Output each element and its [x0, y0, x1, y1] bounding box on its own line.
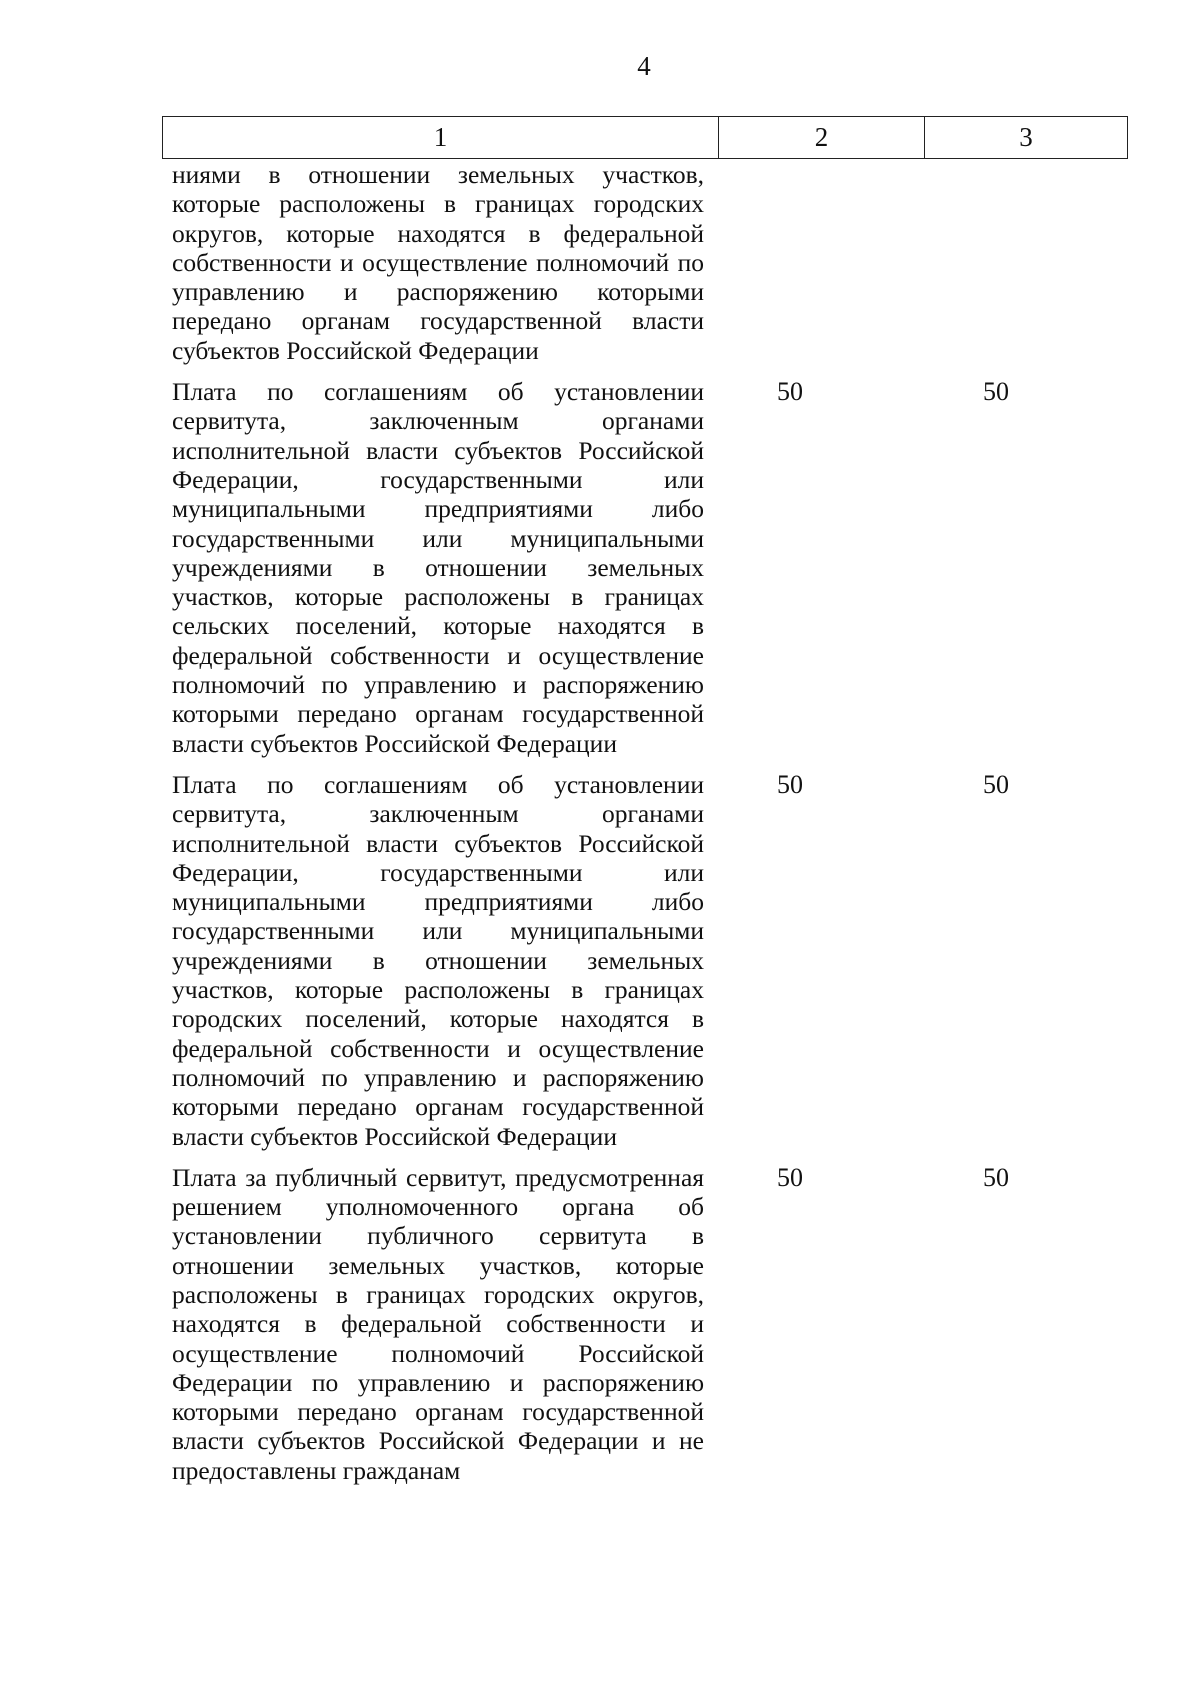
table-body	[172, 160, 1128, 1497]
value-text: 50	[983, 1162, 1009, 1192]
value-text: 50	[983, 769, 1009, 799]
row-description: Плата по соглашениям об установлении сервитута, заключенным органами исполнительной власти субъектов Российской Федерации, государственными или муниципальными предприятиями либо государственными или муниципальными учреждениями в отношении земельных участков, которые расположены в границах городских поселений, которые находятся в федеральной собственности и осуществление полномочий по управлению и распоряжению которыми передано органам государственной власти субъектов Российской Федерации	[172, 769, 704, 1151]
row-description: Плата по соглашениям об установлении сервитута, заключенным органами исполнительной власти субъектов Российской Федерации, государственными или муниципальными предприятиями либо государственными или муниципальными учреждениями в отношении земельных участков, которые расположены в границах сельских поселений, которые находятся в федеральной собственности и осуществление полномочий по управлению и распоряжению которыми передано органам государственной власти субъектов Российской Федерации	[172, 377, 704, 758]
row-description: Плата за публичный сервитут, предусмотренная решением уполномоченного органа об установлении публичного сервитута в отношении земельных участков, которые расположены в границах городских округов, находятся в федеральной собственности и осуществление полномочий Российской Федерации по управлению и распоряжению которыми передано органам государственной власти субъектов Российской Федерации и не предоставлены гражданам	[172, 1162, 704, 1485]
page-number: 4	[637, 51, 651, 81]
value-text: 50	[983, 377, 1009, 407]
table-header-col-2: 2	[719, 117, 925, 158]
value-text: 50	[777, 769, 803, 799]
table-row	[172, 377, 1128, 758]
row-description: ниями в отношении земельных участков, которые расположены в границах городских округов, которые находятся в федеральной собственности и осуществление полномочий по управлению и распоряжению которыми передано органам государственной власти субъектов Российской Федерации	[172, 160, 704, 365]
table-row	[172, 770, 1128, 1151]
value-text: 50	[777, 1162, 803, 1192]
value-text: 50	[777, 377, 803, 407]
table-header-col-3: 3	[1019, 122, 1033, 152]
table-header-col-1: 1	[163, 117, 719, 158]
table-row	[172, 160, 1128, 365]
table-header-row	[162, 116, 1128, 159]
table-row	[172, 1163, 1128, 1485]
